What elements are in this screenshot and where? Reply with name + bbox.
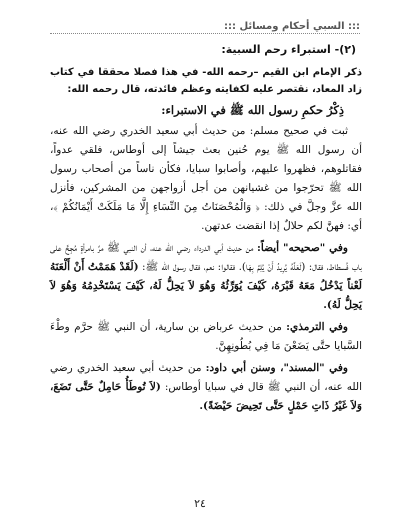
paragraph	[50, 239, 362, 315]
paragraph-lead: وفي "المسند"، وسنن أبي داود:	[205, 362, 349, 374]
section-intro: ذكر الإمام ابن القيم –رحمه الله- في هذا فصلا محققا في كتاب زاد المعاد، نقتصر عليه لكفايته وعظم فائدته، قال رحمه الله:	[50, 67, 362, 95]
hadith-quote: (لَقَدْ هَمَمْتُ أَنْ أَلْعَنَهُ لَعْناً يَدْخُلُ مَعَهُ قَبْرَهُ، كَيْفَ يُوَرِّثُهُ وَهُوَ لاَ يَحِلُّ لَهُ، كَيْفَ يَسْتَخْدِمُهُ وَهُوَ لاَ يَحِلُّ لَهُ).	[50, 261, 362, 311]
paragraph-lead: وفي "صحيحه" أيضاً:	[257, 242, 348, 254]
subheading: ذِكْرُ حكمِ رسول الله ﷺ في الاستبراء:	[161, 103, 344, 117]
paragraph	[50, 318, 362, 356]
page-body	[50, 40, 362, 419]
section-title: (٢)- استبراء رحم السبية:	[221, 43, 356, 56]
hadith-quote: (لاَ تُوطَأُ حَامِلٌ حَتَّى تَضَعَ، وَلاَ غَيْرُ ذَاتِ حَمْلٍ حَتَّى تَحِيضَ حَيْضَةً).	[50, 381, 362, 412]
paragraph	[50, 359, 362, 416]
paragraph-text: من حديث أبي سعيد الخدري رضي الله عنه، أن النبي ﷺ قال في سبايا أوطاس:	[50, 362, 362, 393]
paragraph-text: ثبت في صحيح مسلم: من حديث أبي سعيد الخدري رضي الله عنه، أن رسول الله ﷺ يوم حُنين بعث جيشاً إلى أوطاس، فلقي عدواً، فقاتلوهم، فظهروا عليهم، وأصابوا سبايا، فكأن ناساً من أصحاب رسول الله ﷺ تحرّجوا من غشيانهن من أجل أزواجهن من المشركين، فأنزل الله عزَّ وجلَّ في ذلك: ﴿ وَالْمُحْصَنَاتُ مِنَ النِّسَاءِ إِلَّا مَا مَلَكَتْ أَيْمَانُكُمْ ﴾، أي: فهنَّ لكم حلالٌ إذا انقضت عدتهن.	[50, 125, 362, 232]
paragraph-lead: وفي الترمذي:	[286, 321, 348, 333]
header-divider	[50, 33, 360, 34]
page-number: ٢٤	[194, 497, 206, 510]
running-header	[50, 12, 360, 32]
paragraph-text: من حديث أبي الدرداء رضي الله عنه، أن النبي ﷺ مرَّ بامرأةٍ مُجِحٍّ على باب فُسطاط، فقال: (لَعَلَّهُ يُرِيدُ أَنْ يُلِمَّ بِهَا). فقالوا: نعم، فقال رسول الله ﷺ:	[50, 242, 362, 273]
paragraph	[50, 122, 362, 236]
running-header-title: ::: السبي أحكام ومسائل :::	[223, 21, 360, 32]
paragraph-text: من حديث عرباض بن سارية، أن النبي ﷺ حرَّم وطْءَ السَّبايا حتَّى يَضَعْنَ مَا فِي بُطُونِهِنَّ.	[50, 321, 362, 352]
